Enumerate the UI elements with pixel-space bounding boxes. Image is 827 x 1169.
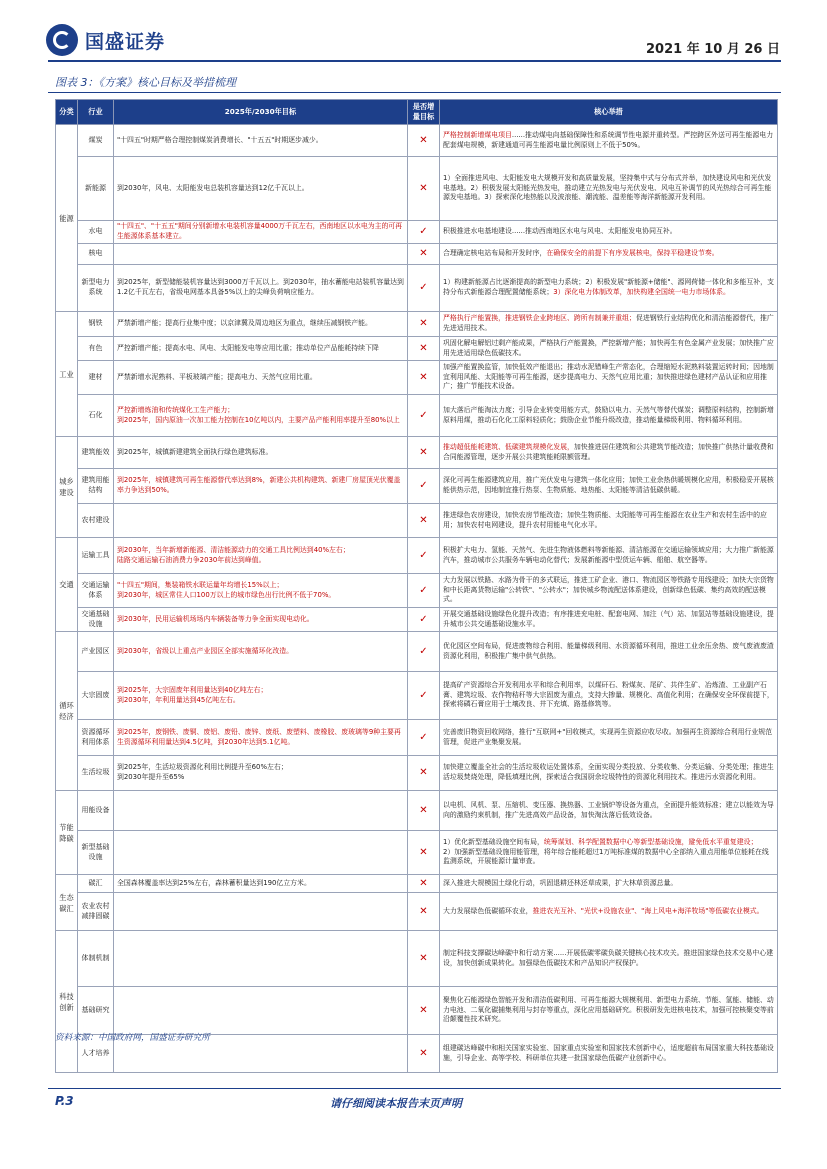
target-cell	[114, 756, 408, 791]
measure-cell	[440, 265, 778, 312]
target-cell: "十四五"时期严格合理控制煤炭消费增长、"十五五"时期逐步减少。	[114, 125, 408, 157]
cross-mark: ✕	[408, 504, 440, 538]
measure-cell: 大力发展以铁路、水路为骨干的多式联运，推进工矿企业、港口、物流园区等铁路专用线建设；加快大宗货物和中长距离货物运输"公转铁"、"公转水"；加快城乡物流配送体系建设，创新绿色低碳、集约高效的配送模式。	[440, 574, 778, 608]
target-cell	[114, 395, 408, 437]
measure-cell: 提高矿产资源综合开发利用水平和综合利用率，以煤矸石、粉煤灰、尾矿、共伴生矿、冶炼渣、工业副产石膏、建筑垃圾、农作物秸秆等大宗固废为重点，支持大掺量、规模化、高值化利用；在确保安全环保前提下，探索将磷石膏应用于土壤改良、井下充填、路基修筑等。	[440, 672, 778, 720]
table-row	[56, 987, 778, 1035]
industry-cell: 产业园区	[78, 632, 114, 672]
cross-mark: ✕	[408, 157, 440, 221]
measure-highlight: 3）深化电力体制改革，加快构建全国统一电力市场体系。	[553, 288, 730, 296]
check-mark: ✓	[408, 672, 440, 720]
target-cell	[114, 893, 408, 931]
target-line: 到2025年，国内原油一次加工能力控制在10亿吨以内，主要产品产能利用率提升至80%以上	[117, 415, 400, 424]
col-header-category: 分类	[56, 100, 78, 125]
brand-logo-icon	[46, 24, 78, 56]
measure-highlight: 严格执行产能置换，推进钢铁企业跨地区、跨所有制兼并重组；	[443, 314, 636, 323]
table-row	[56, 125, 778, 157]
target-line: 到2030年，年利用量达到45亿吨左右。	[117, 695, 240, 704]
target-cell: 到2025年，城镇建筑可再生能源替代率达到8%，新建公共机构建筑、新建厂房屋顶光伏覆盖率力争达到50%。	[114, 469, 408, 504]
measure-cell: 优化园区空间布局，促进废物综合利用、能量梯级利用、水资源循环利用，推进工业余压余热、废气废液废渣资源化利用，积极推广集中供气供热。	[440, 632, 778, 672]
measure-cell: 组建碳达峰碳中和相关国家实验室、国家重点实验室和国家技术创新中心，适度超前布局国家重大科技基础设施，引导企业、高等学校、科研单位共建一批国家绿色低碳产业创新中心。	[440, 1035, 778, 1073]
cross-mark: ✕	[408, 361, 440, 395]
col-header-industry: 行业	[78, 100, 114, 125]
category-cell: 循环经济	[56, 632, 78, 791]
target-line: 到2030年提升至65%	[117, 773, 185, 781]
table-row	[56, 931, 778, 987]
cross-mark: ✕	[408, 437, 440, 469]
cross-mark: ✕	[408, 931, 440, 987]
cross-mark: ✕	[408, 337, 440, 361]
table-row	[56, 608, 778, 632]
target-cell	[114, 244, 408, 265]
measure-cell	[440, 244, 778, 265]
industry-cell: 建筑能效	[78, 437, 114, 469]
measure-cell: 加快建立覆盖全社会的生活垃圾收运处置体系，全面实现分类投放、分类收集、分类运输、分类处理；推进生活垃圾焚烧处理，降低填埋比例，探索适合我国厨余垃圾特性的资源化利用技术。推进污水资源化利用。	[440, 756, 778, 791]
industry-cell: 生活垃圾	[78, 756, 114, 791]
industry-cell: 有色	[78, 337, 114, 361]
caption-divider	[48, 92, 781, 93]
source-note: 资料来源：中国政府网，国盛证券研究所	[55, 1033, 210, 1043]
target-cell: 到2025年，废钢铁、废铜、废铝、废铅、废锌、废纸、废塑料、废橡胶、废玻璃等9种主要再生资源循环利用量达到4.5亿吨，到2030年达到5.1亿吨。	[114, 720, 408, 756]
table-row	[56, 437, 778, 469]
check-mark: ✓	[408, 221, 440, 244]
brand-logo	[46, 24, 165, 56]
measure-cell: 完善废旧物资回收网络，推行"互联网+"回收模式，实现再生资源应收尽收。加强再生资源综合利用行业规范管理，促进产业集聚发展。	[440, 720, 778, 756]
category-cell: 交通	[56, 538, 78, 632]
figure-caption: 图表 3：《方案》核心目标及举措梳理	[55, 76, 236, 89]
cross-mark: ✕	[408, 125, 440, 157]
industry-cell: 农村建设	[78, 504, 114, 538]
check-mark: ✓	[408, 469, 440, 504]
target-cell: 到2030年，省级以上重点产业园区全部实施循环化改造。	[114, 632, 408, 672]
table-row	[56, 157, 778, 221]
table-row	[56, 538, 778, 574]
industry-cell: 体制机制	[78, 931, 114, 987]
measure-cell	[440, 125, 778, 157]
check-mark: ✓	[408, 608, 440, 632]
industry-cell: 资源循环利用体系	[78, 720, 114, 756]
target-cell	[114, 987, 408, 1035]
targets-table	[55, 99, 778, 1073]
table-row	[56, 221, 778, 244]
category-cell: 城乡建设	[56, 437, 78, 538]
industry-cell: 建筑用能结构	[78, 469, 114, 504]
industry-cell: 钢铁	[78, 312, 114, 337]
cross-mark: ✕	[408, 312, 440, 337]
measure-highlight: 严格控制新增煤电项目	[443, 130, 512, 139]
target-cell: 到2025年，城镇新建建筑全面执行绿色建筑标准。	[114, 437, 408, 469]
measure-text: ......推动煤电向基础保障性和系统调节性电源并重转型。严控跨区外送可再生能源电力配套煤电规模，新建通道可再生能源电量比例原则上不低于50%。	[443, 130, 774, 149]
target-line: 陆路交通运输石油消费力争2030年前达到峰值。	[117, 555, 266, 564]
target-cell: 全国森林覆盖率达到25%左右，森林蓄积量达到190亿立方米。	[114, 875, 408, 893]
check-mark: ✓	[408, 395, 440, 437]
measure-text: 合理确定核电站布局和开发时序，	[443, 249, 547, 258]
disclaimer-note: 请仔细阅读本报告末页声明	[330, 1097, 462, 1110]
table-row	[56, 672, 778, 720]
target-line: 严控新增炼油和传统煤化工生产能力；	[117, 405, 235, 414]
measure-text: 2）加强新型基础设施用能管理，将年综合能耗超过1万吨标准煤的数据中心全部纳入重点用能单位能耗在线监测系统，开展能源计量审查。	[443, 847, 769, 866]
table-row	[56, 469, 778, 504]
target-cell: 严禁新增水泥熟料、平板玻璃产能；提高电力、天然气应用比重。	[114, 361, 408, 395]
industry-cell: 运输工具	[78, 538, 114, 574]
measure-cell: 制定科技支撑碳达峰碳中和行动方案......开展低碳零碳负碳关键核心技术攻关。推进国家绿色技术交易中心建设，加快创新成果转化。加强绿色低碳技术和产品知识产权保护。	[440, 931, 778, 987]
target-line: 到2025年，生活垃圾资源化利用比例提升至60%左右；	[117, 763, 288, 772]
cross-mark: ✕	[408, 756, 440, 791]
category-cell: 能源	[56, 125, 78, 312]
col-header-target: 2025年/2030年目标	[114, 100, 408, 125]
industry-cell: 农业农村减排固碳	[78, 893, 114, 931]
table-row	[56, 361, 778, 395]
cross-mark: ✕	[408, 244, 440, 265]
target-cell: 严禁新增产能；提高行业集中度；以京津冀及周边地区为重点，继续压减钢铁产能。	[114, 312, 408, 337]
table-row	[56, 791, 778, 831]
category-cell: 工业	[56, 312, 78, 437]
target-cell: "十四五"、"十五五"期间分别新增水电装机容量4000万千瓦左右，西南地区以水电为主的可再生能源体系基本建立。	[114, 221, 408, 244]
measure-cell	[440, 893, 778, 931]
table-row	[56, 875, 778, 893]
cross-mark: ✕	[408, 893, 440, 931]
industry-cell: 新型电力系统	[78, 265, 114, 312]
industry-cell: 石化	[78, 395, 114, 437]
measure-cell	[440, 312, 778, 337]
page-number: P.3	[55, 1094, 74, 1108]
target-cell	[114, 831, 408, 875]
check-mark: ✓	[408, 265, 440, 312]
industry-cell: 水电	[78, 221, 114, 244]
target-cell: 到2030年，民用运输机场场内车辆装备等力争全面实现电动化。	[114, 608, 408, 632]
header-divider	[48, 60, 781, 62]
brand-name: 国盛证券	[85, 30, 166, 53]
cross-mark: ✕	[408, 791, 440, 831]
measure-cell: 巩固化解电解铝过剩产能成果，严格执行产能置换，严控新增产能；加快再生有色金属产业发展；加快推广应用先进适用绿色低碳技术。	[440, 337, 778, 361]
measure-cell: 积极扩大电力、氢能、天然气、先进生物液体燃料等新能源、清洁能源在交通运输领域应用；大力推广新能源汽车，推动城市公共服务车辆电动化替代；发展新能源中型货运车辆、船舶、航空器等。	[440, 538, 778, 574]
cross-mark: ✕	[408, 1035, 440, 1073]
industry-cell: 碳汇	[78, 875, 114, 893]
industry-cell: 核电	[78, 244, 114, 265]
table-row	[56, 244, 778, 265]
measure-highlight: 推进农光互补、"光伏+设施农业"、"海上风电+海洋牧场"等低碳农业模式。	[532, 906, 764, 915]
measure-cell: 深化可再生能源建筑应用，推广光伏发电与建筑一体化应用；加快工业余热供暖规模化应用，积极稳妥开展核能供热示范，因地制宜推行热泵、生物质能、地热能、太阳能等清洁低碳供暖。	[440, 469, 778, 504]
target-cell	[114, 574, 408, 608]
measure-cell: 加大落后产能淘汰力度；引导企业转变用能方式，鼓励以电力、天然气等替代煤炭；调整原料结构，控制新增原料用煤，推动石化化工原料轻质化；鼓励企业节能升级改造，推动能量梯级利用、物料循环利用。	[440, 395, 778, 437]
industry-cell: 基础研究	[78, 987, 114, 1035]
target-cell: 到2030年，风电、太阳能发电总装机容量达到12亿千瓦以上。	[114, 157, 408, 221]
target-cell	[114, 504, 408, 538]
table-row	[56, 720, 778, 756]
target-line: 到2030年，城区常住人口100万以上的城市绿色出行比例不低于70%。	[117, 590, 336, 599]
industry-cell: 新能源	[78, 157, 114, 221]
cross-mark: ✕	[408, 831, 440, 875]
table-row	[56, 312, 778, 337]
table-row	[56, 632, 778, 672]
industry-cell: 交通基础设施	[78, 608, 114, 632]
industry-cell: 用能设备	[78, 791, 114, 831]
table-row	[56, 574, 778, 608]
table-row	[56, 756, 778, 791]
measure-text: 大力发展绿色低碳循环农业，	[443, 906, 533, 915]
table-header-row	[56, 100, 778, 125]
measure-text: 促进钢铁行业结构优化和清洁能源替代，推广先进适用技术。	[443, 314, 774, 332]
category-cell: 生态碳汇	[56, 875, 78, 931]
target-line: "十四五"期间，集装箱铁水联运量年均增长15%以上；	[117, 580, 284, 589]
measure-highlight: 在确保安全的前提下有序发展核电，保持平稳建设节奏。	[546, 249, 719, 258]
table-row	[56, 504, 778, 538]
measure-cell: 聚焦化石能源绿色智能开发和清洁低碳利用、可再生能源大规模利用、新型电力系统、节能、氢能、储能、动力电池、二氧化碳捕集利用与封存等重点，深化应用基础研究。积极研发先进核电技术，加强可控核聚变等前沿颠覆性技术研究。	[440, 987, 778, 1035]
industry-cell: 大宗固废	[78, 672, 114, 720]
industry-cell: 煤炭	[78, 125, 114, 157]
target-cell	[114, 672, 408, 720]
measure-text: 1）优化新型基础设施空间布局，	[443, 837, 544, 846]
measure-cell: 加强产能置换监管，加快低效产能退出；推动水泥错峰生产常态化，合理缩短水泥熟料装置运转时间；因地制宜利用风能、太阳能等可再生能源，逐步提高电力、天然气应用比重；加快推进绿色建材产品认证和应用推广；推广节能技术设备。	[440, 361, 778, 395]
measure-cell: 1）全面推进风电、太阳能发电大规模开发和高质量发展，坚持集中式与分布式并举，加快建设风电和光伏发电基地。2）积极发展太阳能光热发电，推动建立光热发电与光伏发电、风电互补调节的风光热综合可再生能源发电基地。3）探索深化地热能以及波浪能、潮流能、温差能等海洋新能源开发利用。	[440, 157, 778, 221]
measure-cell	[440, 437, 778, 469]
measure-cell	[440, 831, 778, 875]
category-cell: 节能降碳	[56, 791, 78, 875]
measure-cell: 以电机、风机、泵、压缩机、变压器、换热器、工业锅炉等设备为重点，全面提升能效标准；建立以能效为导向的激励约束机制，推广先进高效产品设备，加快淘汰落后低效设备。	[440, 791, 778, 831]
target-cell: 严控新增产能；提高水电、风电、太阳能发电等应用比重；推动单位产品能耗持续下降	[114, 337, 408, 361]
footer-divider	[48, 1088, 781, 1089]
measure-text: 1）构建新能源占比逐渐提高的新型电力系统；2）积极发展"新能源+储能"、源网荷储一体化和多能互补，支持分布式新能源合理配置储能系统；	[443, 278, 774, 296]
cross-mark: ✕	[408, 987, 440, 1035]
check-mark: ✓	[408, 538, 440, 574]
target-cell	[114, 791, 408, 831]
target-cell	[114, 538, 408, 574]
measure-highlight: 推动超低能耗建筑、低碳建筑规模化发展，	[443, 442, 574, 451]
industry-cell: 新型基础设施	[78, 831, 114, 875]
target-cell: 到2025年，新型储能装机容量达到3000万千瓦以上。到2030年，抽水蓄能电站装机容量达到1.2亿千瓦左右，省级电网基本具备5%以上的尖峰负荷响应能力。	[114, 265, 408, 312]
check-mark: ✓	[408, 720, 440, 756]
target-line: 到2030年，当年新增新能源、清洁能源动力的交通工具比例达到40%左右；	[117, 545, 350, 554]
measure-cell: 深入推进大规模国土绿化行动，巩固退耕还林还草成果，扩大林草资源总量。	[440, 875, 778, 893]
industry-cell: 交通运输体系	[78, 574, 114, 608]
col-header-measures: 核心举措	[440, 100, 778, 125]
table-row	[56, 893, 778, 931]
measure-cell: 开展交通基础设施绿色化提升改造；有序推进充电桩、配套电网、加注（气）站、加氢站等基础设施建设，提升城市公共交通基础设施水平。	[440, 608, 778, 632]
table-row	[56, 337, 778, 361]
target-line: 到2025年，大宗固废年利用量达到40亿吨左右；	[117, 685, 268, 694]
category-cell: 科技创新	[56, 931, 78, 1073]
report-date: 2021 年 10 月 26 日	[646, 42, 780, 57]
col-header-incremental: 是否增量目标	[408, 100, 440, 125]
industry-cell: 人才培养	[78, 1035, 114, 1073]
table-row	[56, 395, 778, 437]
check-mark: ✓	[408, 632, 440, 672]
cross-mark: ✕	[408, 875, 440, 893]
measure-text: 加快推进居住建筑和公共建筑节能改造；加快推广供热计量收费和合同能源管理，逐步开展公共建筑能耗限额管理。	[443, 442, 774, 461]
target-cell	[114, 931, 408, 987]
measure-cell: 积极推进水电基地建设......推动西南地区水电与风电、太阳能发电协同互补。	[440, 221, 778, 244]
table-row	[56, 831, 778, 875]
measure-highlight: 统筹谋划、科学配置数据中心等新型基础设施，避免低水平重复建设；	[543, 837, 758, 846]
measure-cell: 推进绿色农房建设，加快农房节能改造；加快生物质能、太阳能等可再生能源在农业生产和农村生活中的应用；加快农村电网建设，提升农村用能电气化水平。	[440, 504, 778, 538]
check-mark: ✓	[408, 574, 440, 608]
industry-cell: 建材	[78, 361, 114, 395]
table-row	[56, 265, 778, 312]
